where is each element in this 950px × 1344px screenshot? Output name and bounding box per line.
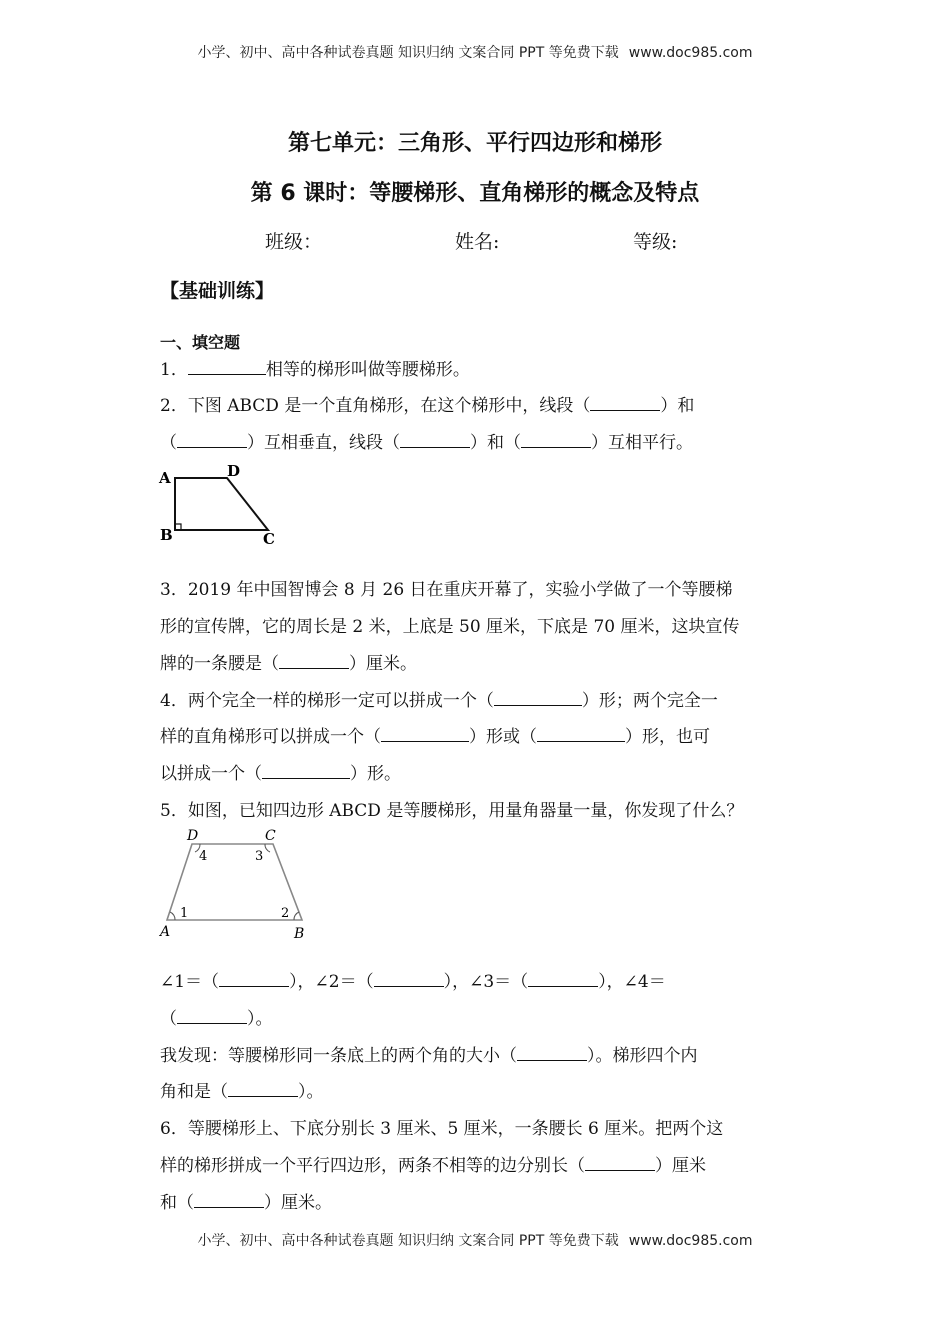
question-3-line-1: 3．2019 年中国智博会 8 月 26 日在重庆开幕了，实验小学做了一个等腰梯 [160,580,733,600]
section-heading: 【基础训练】 [160,280,275,302]
question-5-line-2: ∠1＝（ ），∠2＝（ ），∠3＝（ ），∠4＝ [160,972,666,992]
angle-label-1: 1 [180,906,189,921]
answer-blank[interactable] [194,1192,264,1208]
answer-blank[interactable] [400,432,470,448]
question-4-line-1: 4．两个完全一样的梯形一定可以拼成一个（ ）形；两个完全一 [160,691,718,711]
question-4-line-2: 样的直角梯形可以拼成一个（ ）形或（ ）形，也可 [160,727,710,747]
question-6-line-3: 和（ ）厘米。 [160,1193,332,1213]
answer-blank[interactable] [590,395,660,411]
header-text: 小学、初中、高中各种试卷真题 知识归纳 文案合同 PPT 等免费下载 [197,45,619,61]
question-5-line-5: 角和是（ ）。 [160,1082,324,1102]
question-2-line-2: （ ）互相垂直，线段（ ）和（ ）互相平行。 [160,433,693,453]
label-C: C [265,828,276,844]
question-3-line-3: 牌的一条腰是（ ）厘米。 [160,654,417,674]
label-B: B [160,526,173,544]
page-header [0,42,950,62]
question-6-line-1: 6．等腰梯形上、下底分别长 3 厘米、5 厘米，一条腰长 6 厘米。把两个这 [160,1119,724,1139]
answer-blank[interactable] [517,1045,587,1061]
answer-blank[interactable] [521,432,591,448]
grade-label: 等级: [633,231,678,253]
label-D: D [227,462,241,480]
label-C: C [263,530,275,548]
name-label: 姓名: [455,231,500,253]
answer-blank[interactable] [381,726,469,742]
answer-blank[interactable] [494,690,582,706]
lesson-title: 第 6 课时：等腰梯形、直角梯形的概念及特点 [250,181,700,206]
question-4-line-3: 以拼成一个（ ）形。 [160,764,401,784]
unit-title: 第七单元：三角形、平行四边形和梯形 [287,131,662,156]
question-5-line-4: 我发现：等腰梯形同一条底上的两个角的大小（ ）。梯形四个内 [160,1046,698,1066]
answer-blank[interactable] [528,971,598,987]
footer-url[interactable]: www.doc985.com [628,1233,753,1249]
question-2-line-1: 2．下图 ABCD 是一个直角梯形，在这个梯形中，线段（ ）和 [160,396,695,416]
answer-blank[interactable] [262,763,350,779]
answer-blank[interactable] [279,653,349,669]
class-label: 班级： [265,231,323,253]
angle-label-3: 3 [255,849,264,864]
angle-arc-1 [170,912,175,920]
answer-blank[interactable] [177,432,247,448]
subsection-heading: 一、填空题 [160,333,241,352]
question-1: 1． 相等的梯形叫做等腰梯形。 [160,360,470,380]
footer-text: 小学、初中、高中各种试卷真题 知识归纳 文案合同 PPT 等免费下载 [197,1233,619,1249]
answer-blank[interactable] [188,359,266,375]
trapezoid-shape [175,478,268,530]
angle-label-4: 4 [199,849,208,864]
label-B: B [294,926,305,942]
angle-label-2: 2 [281,906,290,921]
angle-arc-3 [265,844,270,852]
answer-blank[interactable] [177,1008,247,1024]
answer-blank[interactable] [219,971,289,987]
label-A: A [160,924,171,940]
header-url[interactable]: www.doc985.com [628,45,753,61]
answer-blank[interactable] [374,971,444,987]
isosceles-trapezoid-figure [155,822,325,947]
question-3-line-2: 形的宣传牌，它的周长是 2 米，上底是 50 厘米，下底是 70 厘米，这块宣传 [160,617,740,637]
right-trapezoid-figure [155,460,285,550]
page-footer [0,1230,950,1250]
question-5-line-1: 5．如图，已知四边形 ABCD 是等腰梯形，用量角器量一量，你发现了什么？ [160,801,744,821]
answer-blank[interactable] [585,1155,655,1171]
label-A: A [159,469,171,487]
question-5-line-3: （ ）。 [160,1009,273,1029]
label-D: D [187,828,199,844]
answer-blank[interactable] [228,1081,298,1097]
question-6-line-2: 样的梯形拼成一个平行四边形，两条不相等的边分别长（ ）厘米 [160,1156,706,1176]
angle-arc-2 [294,912,299,920]
answer-blank[interactable] [537,726,625,742]
